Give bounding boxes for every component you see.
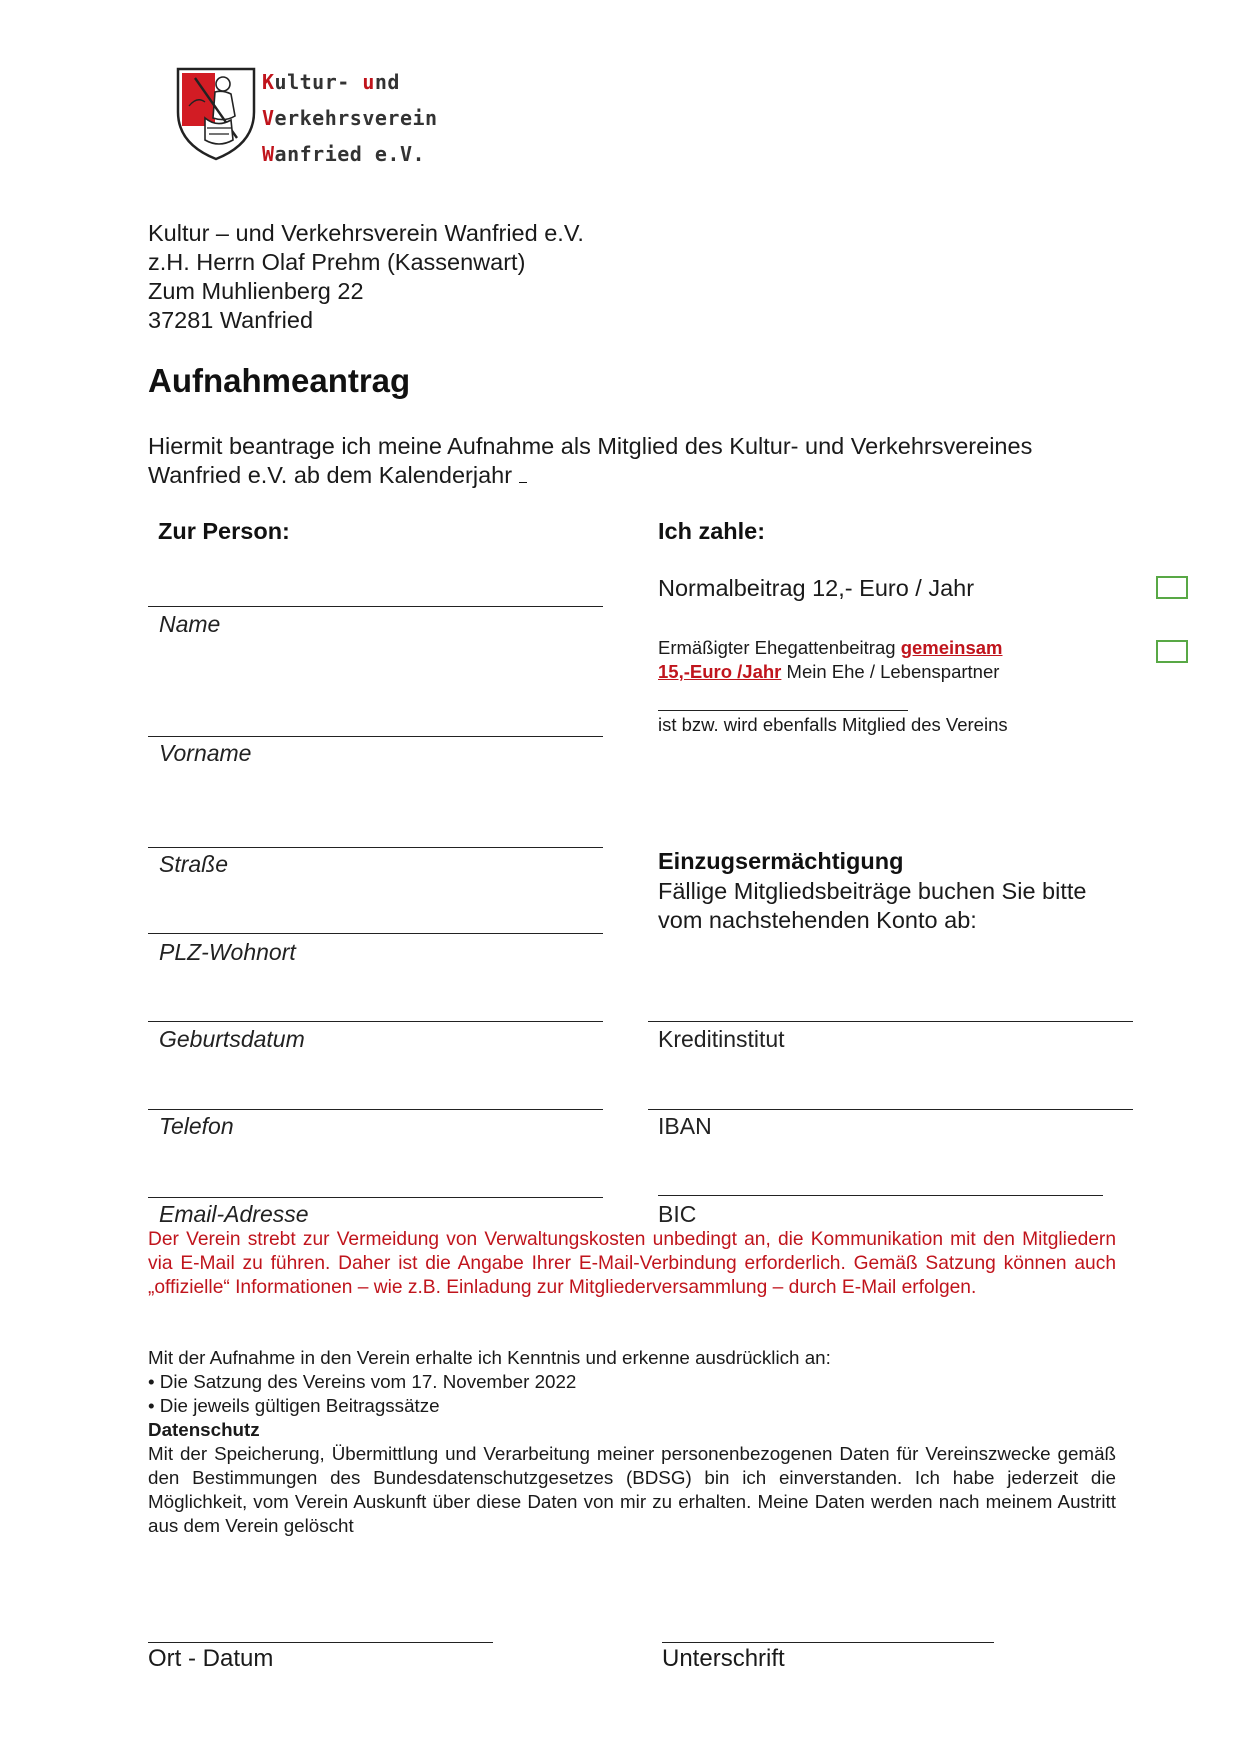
geburtsdatum-label: Geburtsdatum (159, 1026, 305, 1052)
strasse-label: Straße (159, 851, 229, 877)
vorname-input-line[interactable] (148, 736, 603, 737)
page-title: Aufnahmeantrag (148, 362, 411, 399)
reduced-fee-label (658, 636, 1058, 684)
privacy-heading: Datenschutz (148, 1419, 260, 1440)
ort-datum-label: Ort - Datum (148, 1645, 274, 1672)
telefon-input-line[interactable] (148, 1109, 603, 1110)
address-line-2: z.H. Herrn Olaf Prehm (Kassenwart) (148, 249, 526, 275)
signature-label: Unterschrift (662, 1645, 785, 1672)
reduced-prefix: Ermäßigter Ehegattenbeitrag (658, 637, 901, 658)
address-line-1: Kultur – und Verkehrsverein Wanfried e.V. (148, 220, 584, 246)
sepa-heading: Einzugsermächtigung (658, 848, 904, 874)
name-input-line[interactable] (148, 606, 603, 607)
kreditinstitut-label: Kreditinstitut (658, 1026, 785, 1052)
logo-line-1: Kultur- und (262, 70, 400, 94)
sepa-text-line-1: Fällige Mitgliedsbeiträge buchen Sie bitte (658, 878, 1087, 904)
reduced-amount: 15,-Euro /Jahr (658, 661, 782, 682)
iban-input-line[interactable] (648, 1109, 1133, 1110)
recipient-address (148, 219, 584, 335)
logo-wordmark (262, 64, 438, 172)
partner-text: ist bzw. wird ebenfalls Mitglied des Vereins (658, 714, 1008, 735)
logo-line-2: Verkehrsverein (262, 106, 438, 130)
name-label: Name (159, 611, 221, 637)
signature-input-line[interactable] (662, 1642, 994, 1643)
kreditinstitut-input-line[interactable] (648, 1021, 1133, 1022)
intro-text: Hiermit beantrage ich meine Aufnahme als Mitglied des Kultur- und Verkehrsvereines Wanfried e.V. ab dem Kalenderjahr (148, 433, 1033, 488)
iban-label: IBAN (658, 1113, 712, 1139)
payment-heading: Ich zahle: (658, 518, 766, 544)
normal-fee-checkbox[interactable] (1156, 576, 1188, 599)
strasse-input-line[interactable] (148, 847, 603, 848)
terms-item-1: • Die Satzung des Vereins vom 17. November 2022 (148, 1371, 577, 1392)
reduced-fee-checkbox[interactable] (1156, 640, 1188, 663)
privacy-text: Mit der Speicherung, Übermittlung und Verarbeitung meiner personenbezogenen Daten für Vereinszwecke gemäß den Bestimmungen des Bundesdatenschutzgesetzes (BDSG) bin ich einverstanden. Ich habe jederzeit die Möglichkeit, vom Verein Auskunft über diese Daten von mir zu erhalten. Meine Daten werden nach meinem Austritt aus dem Verein gelöscht (148, 1443, 1116, 1536)
sepa-text (658, 877, 1086, 935)
vorname-label: Vorname (159, 740, 252, 766)
email-notice: Der Verein strebt zur Vermeidung von Verwaltungskosten unbedingt an, die Kommunikation mit den Mitgliedern via E-Mail zu führen. Daher ist die Angabe Ihrer E-Mail-Verbindung erforderlich. Gemäß Satzung können auch „offizielle“ Informationen – wie z.B. Einladung zur Mitgliederversammlung – durch E-Mail erfolgen. (148, 1229, 1116, 1298)
club-crest-logo (175, 66, 257, 162)
bic-label: BIC (658, 1201, 697, 1227)
reduced-gemeinsam: gemeinsam (900, 637, 1003, 658)
plz-wohnort-input-line[interactable] (148, 933, 603, 934)
address-line-3: Zum Muhlienberg 22 (148, 278, 364, 304)
address-line-4: 37281 Wanfried (148, 307, 314, 333)
person-heading: Zur Person: (158, 518, 290, 544)
geburtsdatum-input-line[interactable] (148, 1021, 603, 1022)
reduced-suffix: Mein Ehe / Lebenspartner (781, 661, 1000, 682)
intro-paragraph (148, 432, 1108, 490)
email-input-line[interactable] (148, 1197, 603, 1198)
year-blank[interactable] (519, 464, 527, 483)
email-label: Email-Adresse (159, 1201, 309, 1227)
plz-wohnort-label: PLZ-Wohnort (159, 939, 296, 965)
terms-item-2: • Die jeweils gültigen Beitragssätze (148, 1395, 440, 1416)
terms-block (148, 1346, 1116, 1538)
logo-line-3: Wanfried e.V. (262, 142, 426, 166)
terms-intro: Mit der Aufnahme in den Verein erhalte ich Kenntnis und erkenne ausdrücklich an: (148, 1347, 831, 1368)
normal-fee-label: Normalbeitrag 12,- Euro / Jahr (658, 575, 975, 601)
sepa-text-line-2: vom nachstehenden Konto ab: (658, 907, 977, 933)
ort-datum-input-line[interactable] (148, 1642, 493, 1643)
telefon-label: Telefon (159, 1113, 234, 1139)
partner-name-input-line[interactable] (658, 710, 908, 711)
bic-input-line[interactable] (658, 1195, 1103, 1196)
